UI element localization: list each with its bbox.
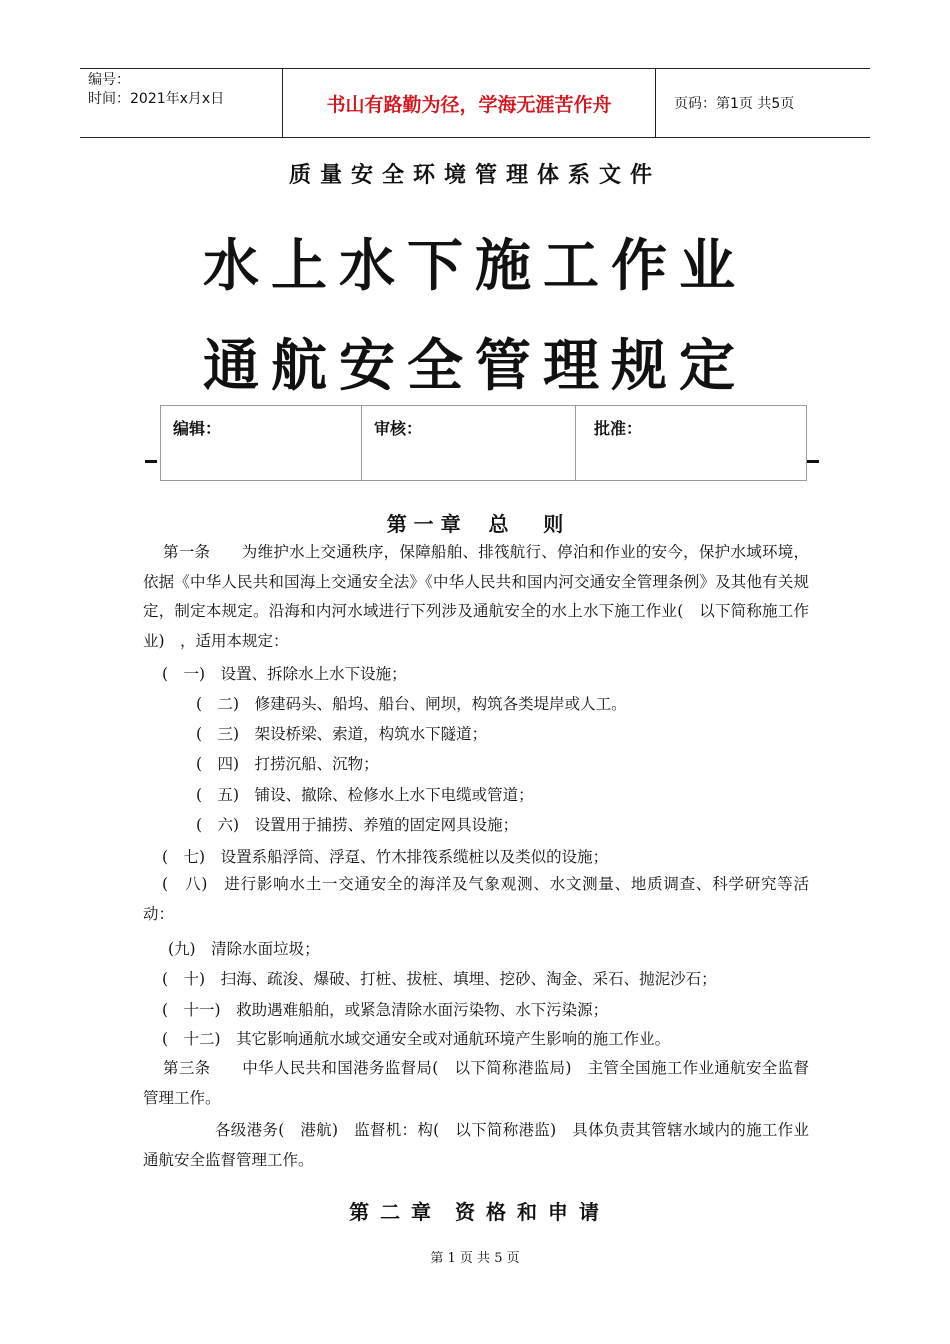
document-number-label: 编号： <box>88 72 130 88</box>
header-meta <box>80 69 280 137</box>
list-item-8: ( 八) 进行影响水土一交通安全的海洋及气象观测、水文测量、地质调查、科学研究等活动： <box>143 875 809 923</box>
list-item: ( 四) 打捞沉船、沉物； <box>196 755 379 773</box>
approver-cell: 批准： <box>594 419 643 438</box>
list-item: ( 五) 铺设、撤除、检修水上水下电缆或管道； <box>196 786 534 804</box>
document-title-line-2: 通航安全管理规定 <box>203 334 747 399</box>
list-item: ( 一) 设置、拆除水上水下设施； <box>162 665 407 683</box>
header-motto: 书山有路勤为径，学海无涯苦作舟 <box>282 69 656 137</box>
left-dash <box>145 460 157 463</box>
document-type: 质量安全环境管理体系文件 <box>288 162 661 188</box>
chapter-1-heading: 第 一 章 总 则 <box>386 512 564 536</box>
list-item: ( 六) 设置用于捕捞、养殖的固定网具设施； <box>196 816 519 834</box>
right-dash <box>807 460 819 463</box>
list-item: ( 二) 修建码头、船坞、船台、闸坝，构筑各类堤岸或人工。 <box>196 695 627 713</box>
list-item: ( 十一) 救助遇难船舶，或紧急清除水面污染物、水下污染源； <box>162 1001 609 1019</box>
list-item: ( 十) 扫海、疏浚、爆破、打桩、拔桩、填埋、挖砂、淘金、采石、抛泥沙石； <box>162 970 717 988</box>
page-info-text: 页码：第1页 共5页 <box>674 96 795 112</box>
article-1: 第一条 为维护水上交通秩序，保障船舶、排筏航行、停泊和作业的安今，保护水域环境，依据《中华人民共和国海上交通安全法》《中华人民共和国内河交通安全管理条例》及其他有关规定，制定本规定。沿海和内河水域进行下列涉及通航安全的水上水下施工作业( 以下简称施工作业) ，适用本规定： <box>143 543 809 650</box>
document-title-line-1: 水上水下施工作业 <box>203 234 747 299</box>
reviewer-cell: 审核： <box>362 406 576 480</box>
signoff-table <box>160 405 807 481</box>
page-footer: 第 1 页 共 5 页 <box>430 1251 520 1266</box>
chapter-2-heading: 第 二 章 资 格 和 申 请 <box>349 1200 601 1224</box>
page-header <box>80 68 870 138</box>
list-item: ( 十二) 其它影响通航水域交通安全或对通航环境产生影响的施工作业。 <box>162 1030 671 1048</box>
list-item: ( 三) 架设桥梁、索道，构筑水下隧道； <box>196 725 488 743</box>
editor-cell: 编辑： <box>161 406 362 480</box>
list-item: (九) 清除水面垃圾； <box>168 940 320 958</box>
article-3: 第三条 中华人民共和国港务监督局( 以下简称港监局) 主管全国施工作业通航安全监督管理工作。 <box>143 1059 809 1107</box>
list-item: ( 七) 设置系船浮筒、浮趸、竹木排筏系缆桩以及类似的设施； <box>162 848 609 866</box>
header-page-info <box>664 69 870 137</box>
article-3-paragraph-2: 各级港务( 港航) 监督机：构( 以下简称港监) 具体负责其管辖水域内的施工作业通航安全监督管理工作。 <box>143 1121 809 1169</box>
document-date: 时间：2021年x月x日 <box>88 91 225 107</box>
